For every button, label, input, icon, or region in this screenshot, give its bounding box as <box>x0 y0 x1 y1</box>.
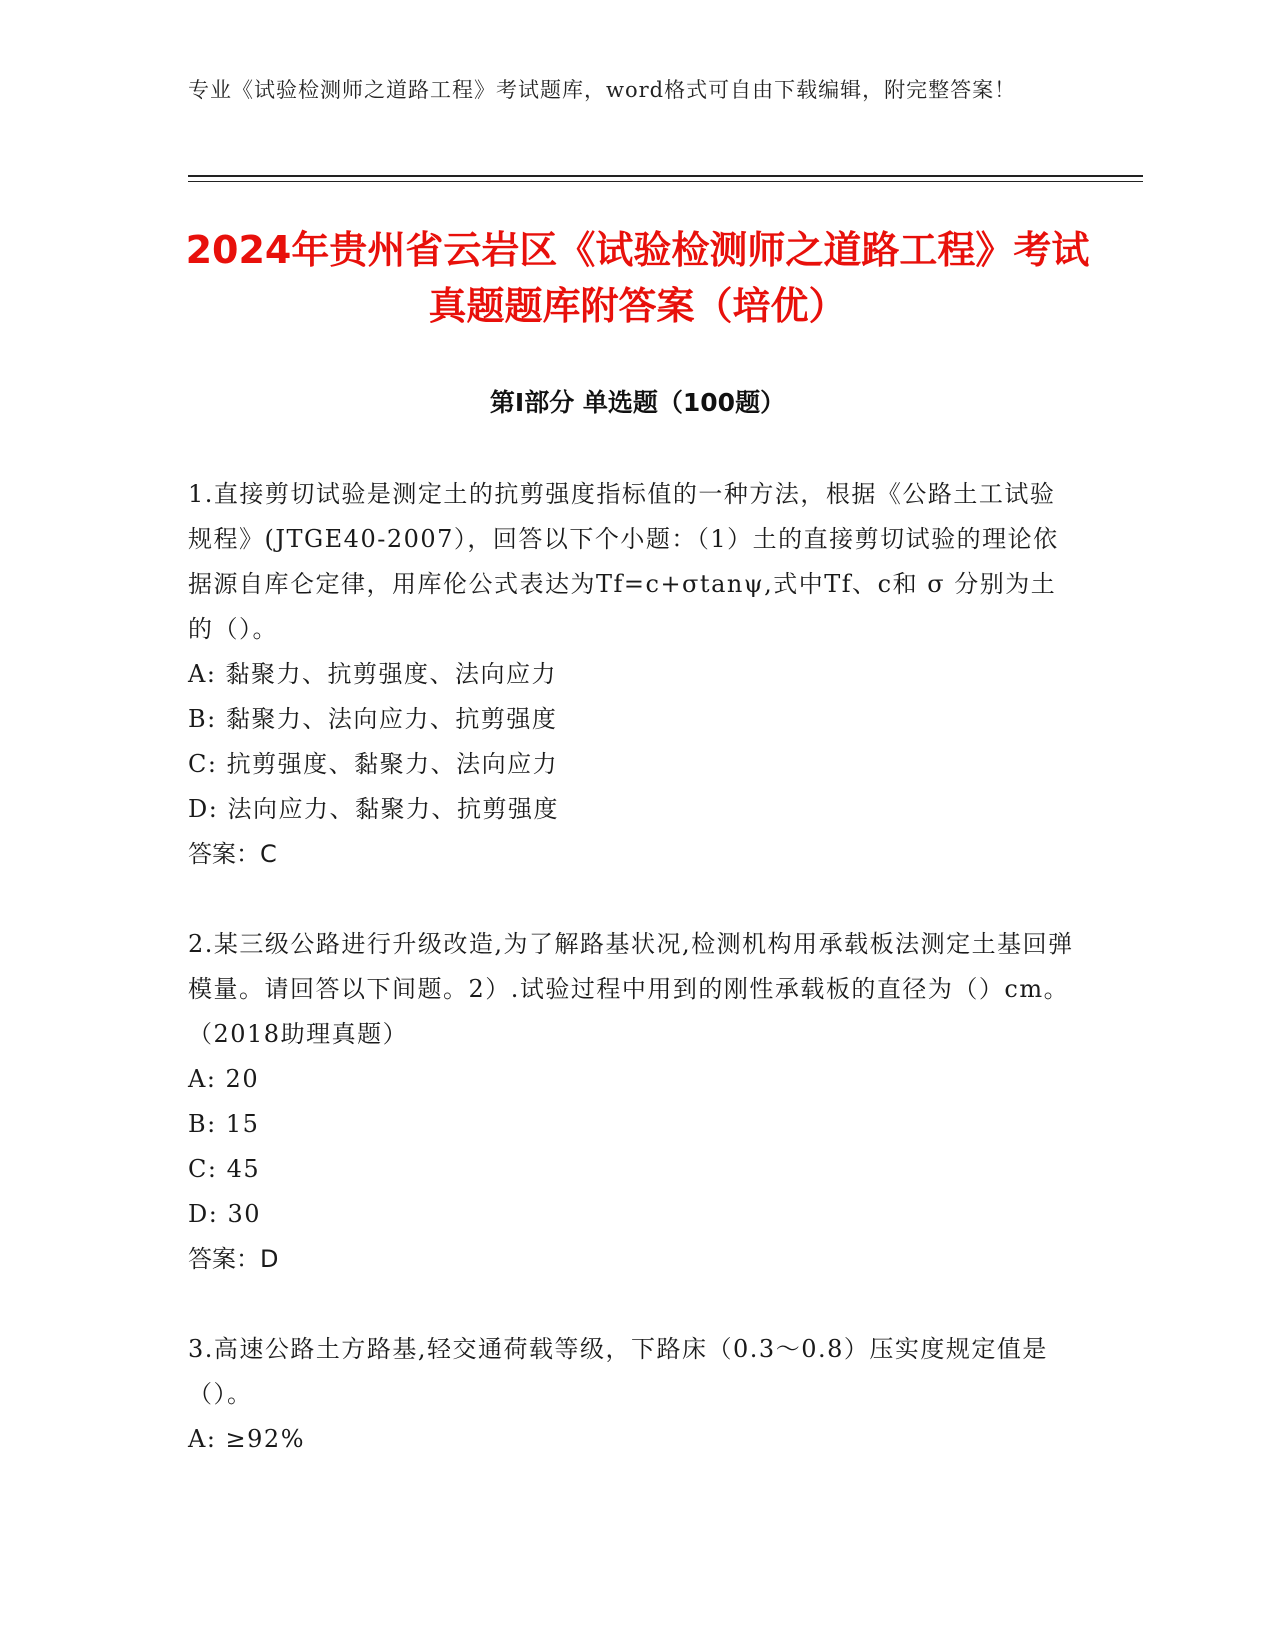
question-stem: 3.高速公路土方路基,轻交通荷载等级，下路床（0.3～0.8）压实度规定值是（）。 <box>188 1335 1048 1408</box>
answer: 答案：D <box>188 1245 279 1273</box>
option-a: A: ≥92% <box>188 1425 305 1453</box>
question-spacer <box>188 1282 1078 1327</box>
section-heading: 第Ⅰ部分 单选题（100题） <box>489 388 786 417</box>
header-divider-thick <box>188 175 1143 177</box>
question-list <box>188 472 1078 1462</box>
header-note: 专业《试验检测师之道路工程》考试题库，word格式可自由下载编辑，附完整答案！ <box>188 78 1017 102</box>
option-a: A: 黏聚力、抗剪强度、法向应力 <box>188 660 558 688</box>
question-2 <box>188 922 1078 1282</box>
option-c: C: 45 <box>188 1155 261 1183</box>
answer: 答案：C <box>188 840 277 868</box>
option-d: D: 30 <box>188 1200 261 1228</box>
question-stem: 2.某三级公路进行升级改造,为了解路基状况,检测机构用承载板法测定土基回弹模量。请回答以下间题。2）.试验过程中用到的刚性承载板的直径为（）cm。（2018助理真题） <box>188 930 1074 1048</box>
option-d: D: 法向应力、黏聚力、抗剪强度 <box>188 795 559 823</box>
question-1 <box>188 472 1078 877</box>
question-stem: 1.直接剪切试验是测定土的抗剪强度指标值的一种方法，根据《公路土工试验规程》(JTGE40-2007），回答以下个小题：（1）土的直接剪切试验的理论依据源自库仑定律，用库伦公式表达为Tf=c+σtanψ,式中Tf、c和 σ 分别为土的（）。 <box>188 480 1059 643</box>
option-a: A: 20 <box>188 1065 260 1093</box>
option-c: C: 抗剪强度、黏聚力、法向应力 <box>188 750 559 778</box>
option-b: B: 黏聚力、法向应力、抗剪强度 <box>188 705 558 733</box>
question-3 <box>188 1327 1078 1462</box>
document-title: 2024年贵州省云岩区《试验检测师之道路工程》考试真题题库附答案（培优） <box>185 228 1090 328</box>
question-spacer <box>188 877 1078 922</box>
option-b: B: 15 <box>188 1110 260 1138</box>
header-divider-thin <box>188 181 1143 182</box>
